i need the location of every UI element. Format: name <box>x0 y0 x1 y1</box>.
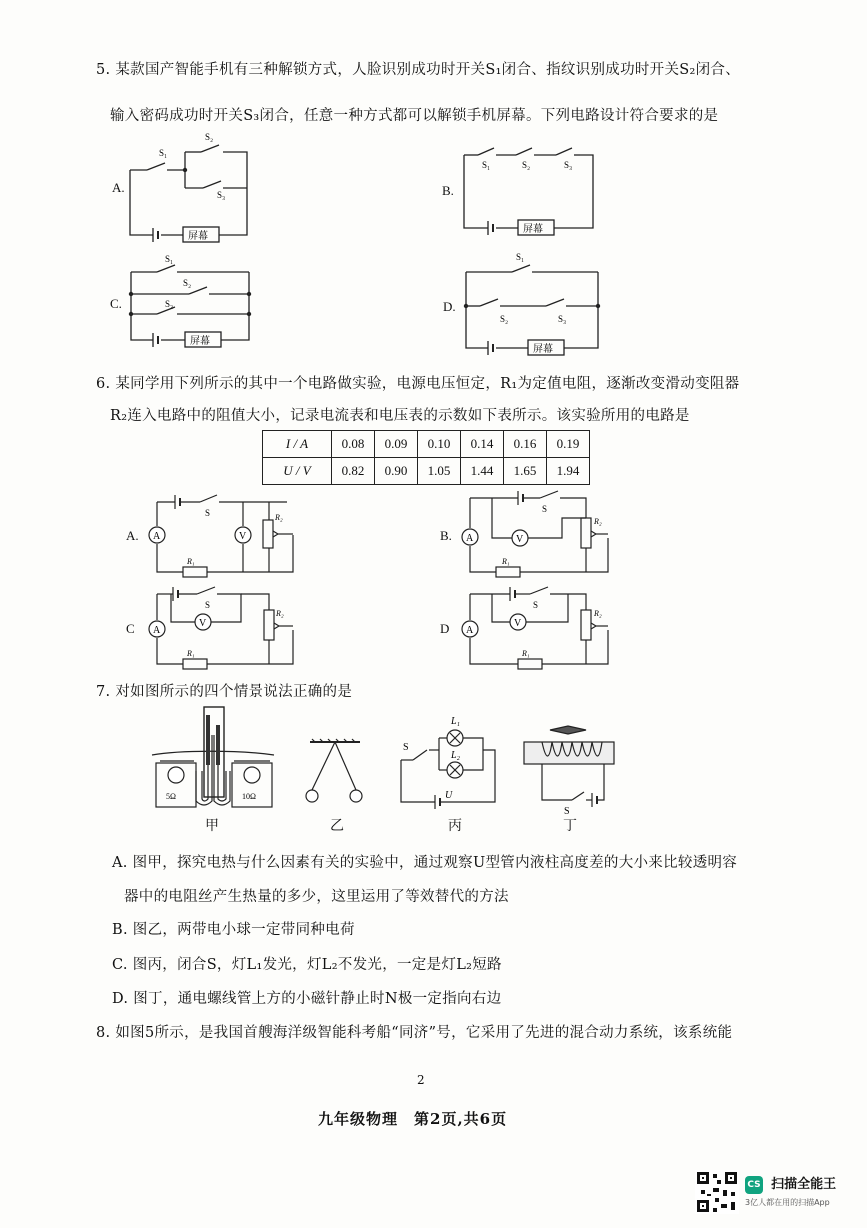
q6a-voltmeter-label: V <box>239 531 247 542</box>
q5a-s3-label: S₃ <box>217 190 226 200</box>
table-cell: 1.05 <box>418 458 461 485</box>
q7-ding-s-label: S <box>564 806 570 814</box>
q6b-ammeter-label: A <box>466 533 474 544</box>
table-cell: 0.82 <box>332 458 375 485</box>
q6d-voltmeter-label: V <box>514 618 522 629</box>
table-cell: 0.90 <box>375 458 418 485</box>
q6c-r2-label: R₂ <box>276 609 284 618</box>
table-cell: 0.16 <box>504 431 547 458</box>
qr-code-icon <box>695 1170 739 1214</box>
q5d-s3-label: S₃ <box>558 314 567 324</box>
q5b-s1-label: S₁ <box>482 160 491 170</box>
scanner-logo <box>745 1172 836 1194</box>
q5-circuit-d <box>460 250 605 360</box>
q6c-voltmeter-label: V <box>199 618 207 629</box>
q5d-s2-label: S₂ <box>500 314 509 324</box>
q6b-voltmeter-label: V <box>516 534 524 545</box>
q6a-switch-label: S <box>205 508 211 518</box>
q5-circuit-a <box>125 130 255 248</box>
q7-bing-l2-label: L₂ <box>451 750 461 761</box>
table-cell: 1.44 <box>461 458 504 485</box>
q6b-r1-label: R₁ <box>502 557 510 566</box>
q7-choice-a-cont: 器中的电阻丝产生热量的多少，这里运用了等效替代的方法 <box>124 889 509 905</box>
q5-option-b-label: B. <box>442 183 454 198</box>
table-cell: 1.65 <box>504 458 547 485</box>
q7-figure-bing <box>395 712 505 810</box>
q6-option-c-label: C <box>126 621 135 636</box>
q6-line1: 6. 某同学用下列所示的其中一个电路做实验，电源电压恒定，R₁为定值电阻，逐渐改变滑动变阻器 <box>96 376 740 392</box>
q7-choice-c: C. 图丙，闭合S，灯L₁发光，灯L₂不发光，一定是灯L₂短路 <box>112 957 502 973</box>
q7-figure-jia <box>150 705 275 813</box>
q8-line1: 8. 如图5所示，是我国首艘海洋级智能科考船“同济”号，它采用了先进的混合动力系统，该系统能 <box>96 1025 733 1041</box>
q5-circuit-c <box>125 250 260 352</box>
table-cell: 0.10 <box>418 431 461 458</box>
q5-option-d-label: D. <box>443 299 456 314</box>
scanner-badge-icon: CS <box>745 1176 763 1194</box>
q7-bing-u-label: U <box>445 790 453 801</box>
table-cell: 0.19 <box>547 431 590 458</box>
q5a-screen-label: 屏幕 <box>188 231 208 242</box>
q6-circuit-b <box>458 490 618 580</box>
q7-jia-r2-label: 10Ω <box>242 792 256 801</box>
q7-choice-a: A. 图甲，探究电热与什么因素有关的实验中，通过观察U型管内液柱高度差的大小来比较透明容 <box>112 855 738 871</box>
q5b-s2-label: S₂ <box>522 160 531 170</box>
q6a-ammeter-label: A <box>153 531 161 542</box>
scanner-tagline: 3亿人都在用的扫描App <box>745 1198 830 1207</box>
q5d-screen-label: 屏幕 <box>533 344 553 355</box>
q5d-s1-label: S₁ <box>516 252 525 262</box>
q5-option-c-label: C. <box>110 296 122 311</box>
q5-line2: 输入密码成功时开关S₃闭合，任意一种方式都可以解锁手机屏幕。下列电路设计符合要求的是 <box>110 108 719 124</box>
q6b-switch-label: S <box>542 504 548 514</box>
q5-option-a-label: A. <box>112 180 125 195</box>
table-row <box>263 458 590 485</box>
table-row <box>263 431 590 458</box>
q6d-r2-label: R₂ <box>594 609 602 618</box>
q7-fig-label-yi: 乙 <box>330 819 344 834</box>
table-cell: 0.09 <box>375 431 418 458</box>
q7-bing-s-label: S <box>403 742 409 753</box>
q5c-s3-label: S₃ <box>165 299 174 309</box>
q7-figure-ding <box>520 716 620 814</box>
q5b-screen-label: 屏幕 <box>523 224 543 235</box>
q6a-r2-label: R₂ <box>275 513 283 522</box>
q6-option-a-label: A. <box>126 528 139 543</box>
q7-stem: 7. 对如图所示的四个情景说法正确的是 <box>96 684 353 700</box>
q5c-screen-label: 屏幕 <box>190 336 210 347</box>
q5-line1: 5. 某款国产智能手机有三种解锁方式，人脸识别成功时开关S₁闭合、指纹识别成功时开关S₂闭合、 <box>96 62 741 78</box>
q6d-r1-label: R₁ <box>522 649 530 658</box>
page-number: 2 <box>417 1073 425 1087</box>
q6-option-b-label: B. <box>440 528 452 543</box>
q6-data-table <box>262 430 590 485</box>
q7-jia-r1-label: 5Ω <box>166 792 176 801</box>
q6d-switch-label: S <box>533 600 539 610</box>
q6c-switch-label: S <box>205 600 211 610</box>
q5b-s3-label: S₃ <box>564 160 573 170</box>
scanner-app-name: 扫描全能王 <box>771 1177 837 1192</box>
table-cell: 1.94 <box>547 458 590 485</box>
q6-option-d-label: D <box>440 621 450 636</box>
q6d-ammeter-label: A <box>466 625 474 636</box>
q6-circuit-a <box>145 490 300 580</box>
table-header-voltage: U / V <box>263 458 332 485</box>
q5a-s1-label: S₁ <box>159 148 168 158</box>
q7-fig-label-jia: 甲 <box>205 819 219 834</box>
q6-line2: R₂连入电路中的阻值大小，记录电流表和电压表的示数如下表所示。该实验所用的电路是 <box>110 408 690 424</box>
q5c-s2-label: S₂ <box>183 278 192 288</box>
table-cell: 0.14 <box>461 431 504 458</box>
q7-choice-d: D. 图丁，通电螺线管上方的小磁针静止时N极一定指向右边 <box>112 991 502 1007</box>
table-cell: 0.08 <box>332 431 375 458</box>
q7-fig-label-bing: 丙 <box>448 819 462 834</box>
q5a-s2-label: S₂ <box>205 132 214 142</box>
table-header-current: I / A <box>263 431 332 458</box>
q7-choice-b: B. 图乙，两带电小球一定带同种电荷 <box>112 922 355 938</box>
q5c-s1-label: S₁ <box>165 254 174 264</box>
q6c-ammeter-label: A <box>153 625 161 636</box>
q7-bing-l1-label: L₁ <box>451 716 461 727</box>
q6a-r1-label: R₁ <box>187 557 195 566</box>
q6c-r1-label: R₁ <box>187 649 195 658</box>
q6-circuit-d <box>458 580 618 672</box>
q6-circuit-c <box>145 580 300 672</box>
q7-fig-label-ding: 丁 <box>563 819 577 834</box>
q6b-r2-label: R₂ <box>594 517 602 526</box>
q5-circuit-b <box>460 140 600 238</box>
q7-figure-yi <box>298 738 378 810</box>
footer-title: 九年级物理 第2页,共6页 <box>318 1110 508 1128</box>
